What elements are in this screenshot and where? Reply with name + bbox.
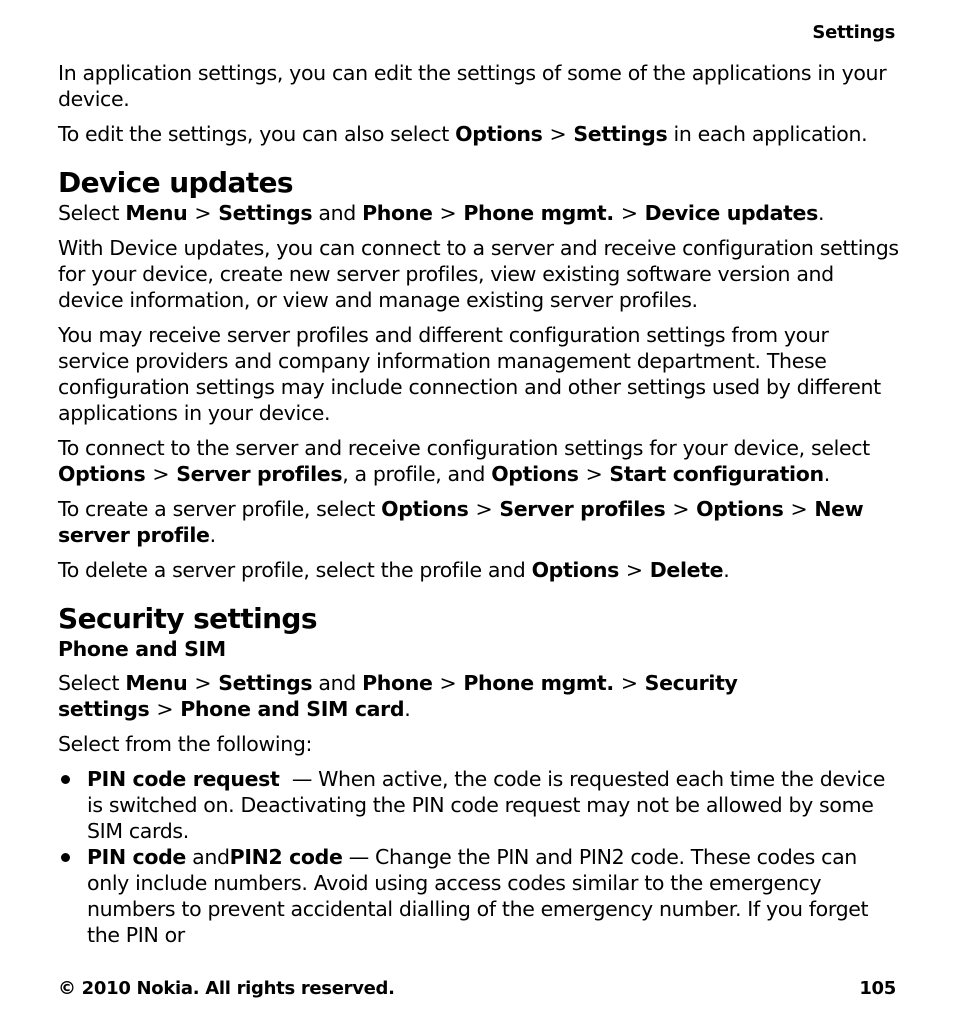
page-number: 105 [859,978,896,999]
section-header: Settings [812,22,895,43]
path-separator: > [790,497,808,521]
path-separator: > [620,201,638,225]
menu-term: Phone mgmt. [463,201,614,225]
text-run: and [312,671,363,695]
list-item [58,844,900,948]
list-item [58,766,900,844]
intro-options-paragraph [58,121,900,147]
path-separator: > [549,122,567,146]
menu-term: Phone mgmt. [463,671,614,695]
menu-term: Settings [218,671,313,695]
list-item-term: PIN code request [87,767,280,791]
device-updates-profiles-paragraph: You may receive server profiles and different configuration settings from your service providers and company information management department. These configuration settings may include connection and other settings used by different applications in your device. [58,323,881,425]
path-separator: > [475,497,493,521]
path-separator: > [585,462,603,486]
text-run: To edit the settings, you can also select [58,122,456,146]
menu-term: Options [696,497,784,521]
menu-term: Delete [649,558,724,582]
menu-term: Settings [218,201,313,225]
path-separator: > [672,497,690,521]
text-run: Select [58,201,126,225]
list-item-term: PIN2 code [229,845,343,869]
page-content [58,60,900,948]
security-path [58,670,900,722]
menu-term: New server profile [58,497,864,547]
text-run: . [817,201,825,225]
path-separator: > [625,558,643,582]
security-options-list [58,766,900,948]
security-settings-heading: Security settings [58,602,317,635]
menu-term: Menu [125,201,188,225]
menu-term: Options [491,462,579,486]
path-separator: > [194,201,212,225]
delete-profile-paragraph [58,557,900,583]
path-separator: > [620,671,638,695]
menu-term: Phone [362,201,433,225]
menu-term: Server profiles [499,497,666,521]
text-run: . [723,558,730,582]
text-run: To create a server profile, select [58,497,382,521]
path-separator: > [194,671,212,695]
path-separator: > [439,671,457,695]
text-run: Select [58,671,126,695]
path-separator: > [152,462,170,486]
path-separator: > [439,201,457,225]
connect-server-paragraph [58,435,900,487]
device-updates-description: With Device updates, you can connect to a server and receive configuration settings for your device, create new server profiles, view existing software version and device information, or view and manage existing server profiles. [58,236,899,312]
list-item-text: — Change the PIN and PIN2 code. These codes can only include numbers. Avoid using access codes similar to the emergency numbers to prevent accidental dialling of the emergency number. If you forget the PIN or [87,845,869,947]
text-run: and [185,845,230,869]
text-run: and [312,201,363,225]
menu-term: Options [531,558,619,582]
menu-term: Phone [362,671,433,695]
copyright-notice: © 2010 Nokia. All rights reserved. [58,978,395,999]
menu-term: Device updates [644,201,818,225]
select-following-text: Select from the following: [58,732,313,756]
text-run: . [823,462,830,486]
text-run: . [209,523,216,547]
text-run: in each application. [667,122,868,146]
text-run: . [404,697,411,721]
text-run: To connect to the server and receive configuration settings for your device, select [58,436,870,460]
create-profile-paragraph [58,496,900,548]
list-item-term: PIN code [87,845,186,869]
text-run: To delete a server profile, select the profile and [58,558,532,582]
menu-term-settings: Settings [573,122,668,146]
menu-term: Phone and SIM card [180,697,405,721]
device-updates-heading: Device updates [58,166,293,199]
menu-term: Options [381,497,469,521]
menu-term: Server profiles [176,462,343,486]
menu-term: Options [58,462,146,486]
phone-and-sim-subheading: Phone and SIM [58,637,226,661]
menu-term: Start configuration [609,462,824,486]
menu-term: Menu [125,671,188,695]
device-updates-path [58,200,900,226]
intro-paragraph: In application settings, you can edit the settings of some of the applications in your device. [58,61,887,111]
menu-term: Security settings [58,671,738,721]
menu-term-options: Options [455,122,543,146]
text-run: , a profile, and [342,462,492,486]
path-separator: > [156,697,174,721]
list-item-text: — When active, the code is requested each time the device is switched on. Deactivating the PIN code request may not be allowed by some SIM cards. [87,767,892,843]
page-footer [58,978,896,999]
